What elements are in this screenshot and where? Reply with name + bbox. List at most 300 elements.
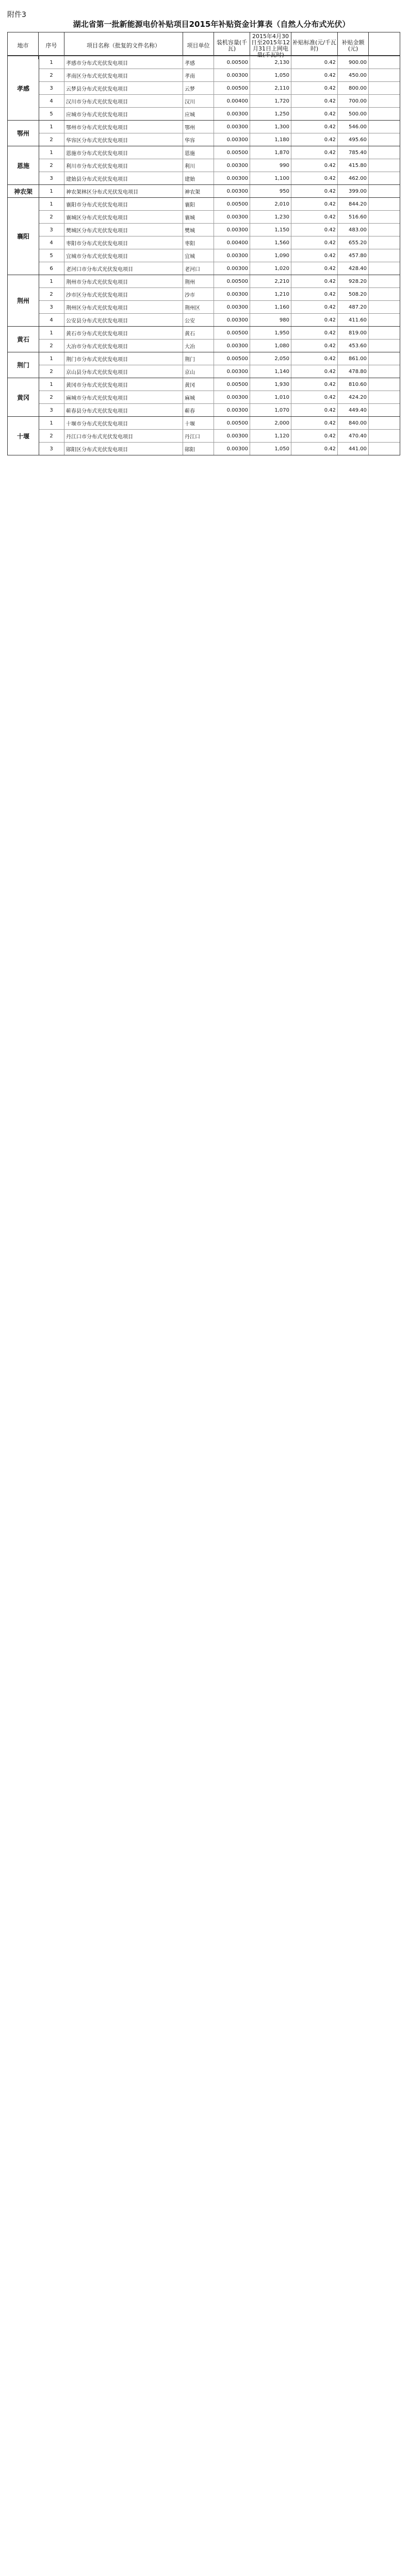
table-cell-kwh: 1,070 bbox=[250, 404, 291, 416]
table-cell-cap: 0.00300 bbox=[214, 172, 250, 184]
table-cell-idx: 1 bbox=[39, 185, 64, 197]
table-cell-note bbox=[369, 185, 401, 197]
table-cell-amt: 450.00 bbox=[338, 69, 369, 81]
table-cell-cap: 0.00300 bbox=[214, 211, 250, 223]
table-cell-idx: 2 bbox=[39, 159, 64, 172]
table-cell-unit: 丹江口 bbox=[183, 430, 214, 442]
header-cell: 序号 bbox=[39, 32, 64, 59]
table-row bbox=[39, 107, 400, 120]
table-cell-unit: 恩施 bbox=[183, 146, 214, 159]
table-cell-amt: 861.00 bbox=[338, 352, 369, 365]
table-cell-project: 樊城区分布式光伏发电项目 bbox=[64, 224, 183, 236]
header-cell: 项目单位 bbox=[183, 32, 214, 59]
table-cell-project: 老河口市分布式光伏发电项目 bbox=[64, 262, 183, 275]
table-cell-amt: 453.60 bbox=[338, 340, 369, 352]
table-cell-idx: 2 bbox=[39, 211, 64, 223]
table-row bbox=[39, 159, 400, 172]
table-cell-cap: 0.00500 bbox=[214, 417, 250, 429]
table-cell-std: 0.42 bbox=[291, 198, 338, 210]
table-cell-idx: 1 bbox=[39, 378, 64, 391]
table-cell-std: 0.42 bbox=[291, 301, 338, 313]
table-cell-idx: 3 bbox=[39, 404, 64, 416]
table-cell-amt: 428.40 bbox=[338, 262, 369, 275]
table-cell-note bbox=[369, 301, 401, 313]
table-cell-amt: 415.80 bbox=[338, 159, 369, 172]
table-cell-note bbox=[369, 146, 401, 159]
table-cell-amt: 810.60 bbox=[338, 378, 369, 391]
table-cell-project: 孝感市分布式光伏发电项目 bbox=[64, 56, 183, 69]
table-cell-std: 0.42 bbox=[291, 378, 338, 391]
table-cell-std: 0.42 bbox=[291, 443, 338, 455]
table-cell-unit: 宜城 bbox=[183, 249, 214, 262]
table-cell-cap: 0.00500 bbox=[214, 198, 250, 210]
table-cell-note bbox=[369, 236, 401, 249]
table-cell-amt: 655.20 bbox=[338, 236, 369, 249]
region-block bbox=[8, 184, 400, 197]
table-cell-std: 0.42 bbox=[291, 249, 338, 262]
table-cell-amt: 928.20 bbox=[338, 275, 369, 287]
table-cell-amt: 800.00 bbox=[338, 82, 369, 94]
table-cell-std: 0.42 bbox=[291, 417, 338, 429]
table-cell-idx: 5 bbox=[39, 249, 64, 262]
table-cell-cap: 0.00500 bbox=[214, 82, 250, 94]
table-cell-cap: 0.00300 bbox=[214, 249, 250, 262]
table-cell-project: 十堰市分布式光伏发电项目 bbox=[64, 417, 183, 429]
table-cell-unit: 蕲春 bbox=[183, 404, 214, 416]
table-cell-kwh: 1,120 bbox=[250, 430, 291, 442]
table-cell-unit: 麻城 bbox=[183, 391, 214, 403]
table-cell-idx: 3 bbox=[39, 443, 64, 455]
table-cell-note bbox=[369, 56, 401, 69]
table-cell-project: 襄阳市分布式光伏发电项目 bbox=[64, 198, 183, 210]
table-cell-idx: 2 bbox=[39, 133, 64, 146]
table-cell-idx: 5 bbox=[39, 108, 64, 120]
table-row bbox=[39, 352, 400, 365]
table-row bbox=[39, 133, 400, 146]
table-cell-std: 0.42 bbox=[291, 404, 338, 416]
region-block bbox=[8, 56, 400, 120]
table-cell-project: 建始县分布式光伏发电项目 bbox=[64, 172, 183, 184]
document-title: 湖北省第一批新能源电价补贴项目2015年补贴资金计算表（自然人分布式光伏） bbox=[73, 20, 350, 29]
table-cell-unit: 老河口 bbox=[183, 262, 214, 275]
table-row bbox=[39, 275, 400, 287]
table-cell-amt: 844.20 bbox=[338, 198, 369, 210]
table-cell-amt: 449.40 bbox=[338, 404, 369, 416]
table-cell-kwh: 1,560 bbox=[250, 236, 291, 249]
table-cell-kwh: 1,930 bbox=[250, 378, 291, 391]
table-row bbox=[39, 185, 400, 197]
table-cell-std: 0.42 bbox=[291, 288, 338, 300]
region-block bbox=[8, 275, 400, 326]
table-cell-cap: 0.00300 bbox=[214, 185, 250, 197]
table-row bbox=[39, 81, 400, 94]
table-cell-project: 蕲春县分布式光伏发电项目 bbox=[64, 404, 183, 416]
table-cell-project: 黄石市分布式光伏发电项目 bbox=[64, 327, 183, 339]
table-cell-std: 0.42 bbox=[291, 108, 338, 120]
table-cell-note bbox=[369, 133, 401, 146]
table-cell-cap: 0.00300 bbox=[214, 443, 250, 455]
table-cell-amt: 900.00 bbox=[338, 56, 369, 69]
table-cell-cap: 0.00300 bbox=[214, 314, 250, 326]
table-cell-idx: 3 bbox=[39, 82, 64, 94]
table-row bbox=[39, 391, 400, 403]
table-cell-kwh: 1,720 bbox=[250, 95, 291, 107]
table-cell-std: 0.42 bbox=[291, 314, 338, 326]
table-cell-cap: 0.00300 bbox=[214, 262, 250, 275]
table-cell-std: 0.42 bbox=[291, 224, 338, 236]
table-cell-std: 0.42 bbox=[291, 262, 338, 275]
table-cell-kwh: 1,250 bbox=[250, 108, 291, 120]
table-cell-project: 麻城市分布式光伏发电项目 bbox=[64, 391, 183, 403]
table-cell-idx: 1 bbox=[39, 56, 64, 69]
table-cell-idx: 2 bbox=[39, 391, 64, 403]
table-cell-amt: 840.00 bbox=[338, 417, 369, 429]
table-cell-std: 0.42 bbox=[291, 365, 338, 378]
table-cell-project: 云梦县分布式光伏发电项目 bbox=[64, 82, 183, 94]
table-cell-idx: 1 bbox=[39, 417, 64, 429]
header-cell: 补贴标准(元/千瓦时) bbox=[291, 32, 338, 59]
table-row bbox=[39, 287, 400, 300]
table-cell-kwh: 1,100 bbox=[250, 172, 291, 184]
table-cell-idx: 1 bbox=[39, 352, 64, 365]
table-cell-note bbox=[369, 262, 401, 275]
table-cell-note bbox=[369, 224, 401, 236]
table-cell-note bbox=[369, 159, 401, 172]
header-cell: 地市 bbox=[8, 32, 39, 59]
table-cell-idx: 2 bbox=[39, 288, 64, 300]
table-cell-project: 利川市分布式光伏发电项目 bbox=[64, 159, 183, 172]
table-cell-project: 京山县分布式光伏发电项目 bbox=[64, 365, 183, 378]
table-cell-cap: 0.00300 bbox=[214, 69, 250, 81]
table-cell-std: 0.42 bbox=[291, 172, 338, 184]
table-row bbox=[39, 223, 400, 236]
table-cell-project: 郧阳区分布式光伏发电项目 bbox=[64, 443, 183, 455]
table-cell-std: 0.42 bbox=[291, 430, 338, 442]
region-name: 鄂州 bbox=[8, 121, 39, 146]
table-cell-unit: 京山 bbox=[183, 365, 214, 378]
table-cell-kwh: 1,050 bbox=[250, 443, 291, 455]
table-cell-cap: 0.00300 bbox=[214, 430, 250, 442]
table-cell-amt: 508.20 bbox=[338, 288, 369, 300]
table-cell-note bbox=[369, 391, 401, 403]
table-cell-note bbox=[369, 172, 401, 184]
region-name: 神农架 bbox=[8, 185, 39, 197]
table-cell-unit: 孝南 bbox=[183, 69, 214, 81]
table-cell-cap: 0.00500 bbox=[214, 327, 250, 339]
table-cell-cap: 0.00300 bbox=[214, 391, 250, 403]
table-cell-project: 孝南区分布式光伏发电项目 bbox=[64, 69, 183, 81]
table-cell-std: 0.42 bbox=[291, 146, 338, 159]
region-block bbox=[8, 352, 400, 378]
region-name: 荆州 bbox=[8, 275, 39, 326]
header-cell: 补贴金额(元) bbox=[338, 32, 369, 59]
table-cell-amt: 411.60 bbox=[338, 314, 369, 326]
table-cell-cap: 0.00500 bbox=[214, 378, 250, 391]
table-cell-note bbox=[369, 314, 401, 326]
table-cell-amt: 819.00 bbox=[338, 327, 369, 339]
table-cell-idx: 1 bbox=[39, 121, 64, 133]
table-cell-note bbox=[369, 365, 401, 378]
table-cell-unit: 汉川 bbox=[183, 95, 214, 107]
table-cell-note bbox=[369, 108, 401, 120]
header-cell: 装机容量(千瓦) bbox=[214, 32, 250, 59]
table-cell-unit: 建始 bbox=[183, 172, 214, 184]
table-cell-kwh: 1,140 bbox=[250, 365, 291, 378]
table-cell-note bbox=[369, 378, 401, 391]
table-cell-amt: 495.60 bbox=[338, 133, 369, 146]
table-cell-cap: 0.00300 bbox=[214, 340, 250, 352]
table-row bbox=[39, 327, 400, 339]
table-cell-project: 应城市分布式光伏发电项目 bbox=[64, 108, 183, 120]
table-cell-project: 黄冈市分布式光伏发电项目 bbox=[64, 378, 183, 391]
table-cell-kwh: 1,870 bbox=[250, 146, 291, 159]
table-cell-kwh: 2,130 bbox=[250, 56, 291, 69]
table-cell-project: 荆门市分布式光伏发电项目 bbox=[64, 352, 183, 365]
table-cell-amt: 399.00 bbox=[338, 185, 369, 197]
table-row bbox=[39, 198, 400, 210]
table-cell-unit: 襄阳 bbox=[183, 198, 214, 210]
table-cell-kwh: 1,050 bbox=[250, 69, 291, 81]
table-cell-amt: 478.80 bbox=[338, 365, 369, 378]
table-cell-std: 0.42 bbox=[291, 121, 338, 133]
table-cell-project: 枣阳市分布式光伏发电项目 bbox=[64, 236, 183, 249]
table-cell-unit: 荆州 bbox=[183, 275, 214, 287]
table-cell-cap: 0.00300 bbox=[214, 404, 250, 416]
table-cell-std: 0.42 bbox=[291, 185, 338, 197]
table-row bbox=[39, 339, 400, 352]
table-cell-note bbox=[369, 288, 401, 300]
table-cell-project: 宜城市分布式光伏发电项目 bbox=[64, 249, 183, 262]
table-cell-note bbox=[369, 430, 401, 442]
table-cell-idx: 1 bbox=[39, 275, 64, 287]
table-row bbox=[39, 249, 400, 262]
table-cell-unit: 华容 bbox=[183, 133, 214, 146]
table-cell-unit: 沙市 bbox=[183, 288, 214, 300]
table-cell-kwh: 2,110 bbox=[250, 82, 291, 94]
table-cell-kwh: 2,210 bbox=[250, 275, 291, 287]
header-cell: 2015年4月30日至2015年12月31日上网电量(千瓦时) bbox=[250, 32, 291, 59]
table-cell-std: 0.42 bbox=[291, 159, 338, 172]
table-cell-kwh: 2,000 bbox=[250, 417, 291, 429]
table-cell-std: 0.42 bbox=[291, 327, 338, 339]
table-cell-kwh: 990 bbox=[250, 159, 291, 172]
header-cell: 项目名称（批复的文件名称） bbox=[64, 32, 183, 59]
table-cell-std: 0.42 bbox=[291, 211, 338, 223]
table-row bbox=[39, 94, 400, 107]
table-row bbox=[39, 403, 400, 416]
table-cell-cap: 0.00500 bbox=[214, 275, 250, 287]
region-block bbox=[8, 326, 400, 352]
region-name: 荆门 bbox=[8, 352, 39, 378]
table-row bbox=[39, 300, 400, 313]
table-cell-unit: 黄石 bbox=[183, 327, 214, 339]
table-cell-unit: 鄂州 bbox=[183, 121, 214, 133]
table-cell-project: 襄城区分布式光伏发电项目 bbox=[64, 211, 183, 223]
region-block bbox=[8, 197, 400, 275]
table-cell-idx: 4 bbox=[39, 95, 64, 107]
table-cell-amt: 785.40 bbox=[338, 146, 369, 159]
table-cell-cap: 0.00300 bbox=[214, 301, 250, 313]
table-cell-cap: 0.00300 bbox=[214, 133, 250, 146]
table-cell-amt: 462.00 bbox=[338, 172, 369, 184]
table-cell-std: 0.42 bbox=[291, 340, 338, 352]
table-cell-idx: 2 bbox=[39, 69, 64, 81]
table-cell-cap: 0.00300 bbox=[214, 159, 250, 172]
table-cell-unit: 襄城 bbox=[183, 211, 214, 223]
table-row bbox=[39, 69, 400, 81]
table-cell-note bbox=[369, 327, 401, 339]
table-cell-kwh: 980 bbox=[250, 314, 291, 326]
table-cell-cap: 0.00500 bbox=[214, 146, 250, 159]
table-cell-kwh: 1,950 bbox=[250, 327, 291, 339]
table-row bbox=[39, 378, 400, 391]
table-cell-idx: 1 bbox=[39, 198, 64, 210]
table-cell-idx: 1 bbox=[39, 327, 64, 339]
table-cell-project: 神农架林区分布式光伏发电项目 bbox=[64, 185, 183, 197]
table-cell-idx: 3 bbox=[39, 301, 64, 313]
table-cell-project: 沙市区分布式光伏发电项目 bbox=[64, 288, 183, 300]
table-cell-note bbox=[369, 95, 401, 107]
table-row bbox=[39, 417, 400, 429]
table-cell-idx: 4 bbox=[39, 236, 64, 249]
table-cell-unit: 云梦 bbox=[183, 82, 214, 94]
table-cell-unit: 神农架 bbox=[183, 185, 214, 197]
table-cell-amt: 424.20 bbox=[338, 391, 369, 403]
table-cell-project: 鄂州市分布式光伏发电项目 bbox=[64, 121, 183, 133]
region-block bbox=[8, 416, 400, 455]
table-cell-idx: 1 bbox=[39, 146, 64, 159]
region-name: 孝感 bbox=[8, 56, 39, 120]
table-cell-note bbox=[369, 404, 401, 416]
table-cell-amt: 516.60 bbox=[338, 211, 369, 223]
table-cell-amt: 470.40 bbox=[338, 430, 369, 442]
table-cell-kwh: 1,180 bbox=[250, 133, 291, 146]
table-cell-note bbox=[369, 69, 401, 81]
table-cell-note bbox=[369, 417, 401, 429]
table-cell-std: 0.42 bbox=[291, 391, 338, 403]
table-cell-unit: 郧阳 bbox=[183, 443, 214, 455]
region-name: 襄阳 bbox=[8, 198, 39, 275]
table-cell-idx: 3 bbox=[39, 224, 64, 236]
table-row bbox=[39, 236, 400, 249]
table-cell-project: 荆州区分布式光伏发电项目 bbox=[64, 301, 183, 313]
table-cell-idx: 3 bbox=[39, 172, 64, 184]
table-row bbox=[39, 172, 400, 184]
table-cell-cap: 0.00300 bbox=[214, 121, 250, 133]
table-cell-unit: 十堰 bbox=[183, 417, 214, 429]
table-cell-kwh: 1,160 bbox=[250, 301, 291, 313]
region-name: 黄冈 bbox=[8, 378, 39, 416]
table-row bbox=[39, 313, 400, 326]
table-cell-unit: 孝感 bbox=[183, 56, 214, 69]
table-cell-amt: 487.20 bbox=[338, 301, 369, 313]
table-cell-cap: 0.00300 bbox=[214, 365, 250, 378]
table-cell-project: 汉川市分布式光伏发电项目 bbox=[64, 95, 183, 107]
table-cell-unit: 荆州区 bbox=[183, 301, 214, 313]
table-cell-unit: 荆门 bbox=[183, 352, 214, 365]
subsidy-table bbox=[7, 56, 400, 455]
table-cell-amt: 483.00 bbox=[338, 224, 369, 236]
table-cell-amt: 500.00 bbox=[338, 108, 369, 120]
table-cell-kwh: 1,020 bbox=[250, 262, 291, 275]
table-cell-cap: 0.00400 bbox=[214, 236, 250, 249]
table-cell-idx: 2 bbox=[39, 365, 64, 378]
table-row bbox=[39, 210, 400, 223]
attachment-label: 附件3 bbox=[7, 11, 26, 19]
table-cell-kwh: 1,090 bbox=[250, 249, 291, 262]
table-row bbox=[39, 429, 400, 442]
table-cell-std: 0.42 bbox=[291, 95, 338, 107]
table-cell-kwh: 1,230 bbox=[250, 211, 291, 223]
table-cell-unit: 大冶 bbox=[183, 340, 214, 352]
table-cell-project: 公安县分布式光伏发电项目 bbox=[64, 314, 183, 326]
table-cell-idx: 2 bbox=[39, 340, 64, 352]
table-cell-project: 荆州市分布式光伏发电项目 bbox=[64, 275, 183, 287]
table-cell-std: 0.42 bbox=[291, 133, 338, 146]
table-cell-note bbox=[369, 82, 401, 94]
table-cell-unit: 公安 bbox=[183, 314, 214, 326]
table-cell-kwh: 950 bbox=[250, 185, 291, 197]
table-cell-cap: 0.00300 bbox=[214, 108, 250, 120]
table-cell-kwh: 2,010 bbox=[250, 198, 291, 210]
table-row bbox=[39, 442, 400, 455]
table-cell-project: 大冶市分布式光伏发电项目 bbox=[64, 340, 183, 352]
table-cell-kwh: 1,150 bbox=[250, 224, 291, 236]
region-name: 恩施 bbox=[8, 146, 39, 184]
table-cell-project: 恩施市分布式光伏发电项目 bbox=[64, 146, 183, 159]
table-cell-kwh: 1,010 bbox=[250, 391, 291, 403]
table-cell-project: 华容区分布式光伏发电项目 bbox=[64, 133, 183, 146]
table-cell-note bbox=[369, 249, 401, 262]
region-block bbox=[8, 146, 400, 184]
table-cell-note bbox=[369, 275, 401, 287]
table-cell-kwh: 1,300 bbox=[250, 121, 291, 133]
table-header bbox=[7, 32, 400, 59]
table-cell-amt: 546.00 bbox=[338, 121, 369, 133]
table-cell-kwh: 2,050 bbox=[250, 352, 291, 365]
table-cell-unit: 利川 bbox=[183, 159, 214, 172]
region-block bbox=[8, 378, 400, 416]
table-cell-note bbox=[369, 211, 401, 223]
table-cell-unit: 应城 bbox=[183, 108, 214, 120]
region-block bbox=[8, 120, 400, 146]
table-cell-cap: 0.00300 bbox=[214, 224, 250, 236]
table-cell-cap: 0.00400 bbox=[214, 95, 250, 107]
region-name: 黄石 bbox=[8, 327, 39, 352]
table-cell-amt: 700.00 bbox=[338, 95, 369, 107]
table-row bbox=[39, 56, 400, 69]
table-cell-std: 0.42 bbox=[291, 69, 338, 81]
table-cell-std: 0.42 bbox=[291, 275, 338, 287]
table-row bbox=[39, 121, 400, 133]
table-row bbox=[39, 262, 400, 275]
table-row bbox=[39, 146, 400, 159]
table-cell-note bbox=[369, 443, 401, 455]
table-cell-idx: 6 bbox=[39, 262, 64, 275]
table-cell-amt: 441.00 bbox=[338, 443, 369, 455]
table-cell-cap: 0.00300 bbox=[214, 288, 250, 300]
table-cell-kwh: 1,210 bbox=[250, 288, 291, 300]
table-cell-unit: 黄冈 bbox=[183, 378, 214, 391]
table-cell-idx: 2 bbox=[39, 430, 64, 442]
table-cell-note bbox=[369, 352, 401, 365]
table-cell-std: 0.42 bbox=[291, 236, 338, 249]
table-row bbox=[39, 365, 400, 378]
table-cell-std: 0.42 bbox=[291, 352, 338, 365]
region-name: 十堰 bbox=[8, 417, 39, 455]
table-cell-unit: 枣阳 bbox=[183, 236, 214, 249]
table-cell-kwh: 1,080 bbox=[250, 340, 291, 352]
